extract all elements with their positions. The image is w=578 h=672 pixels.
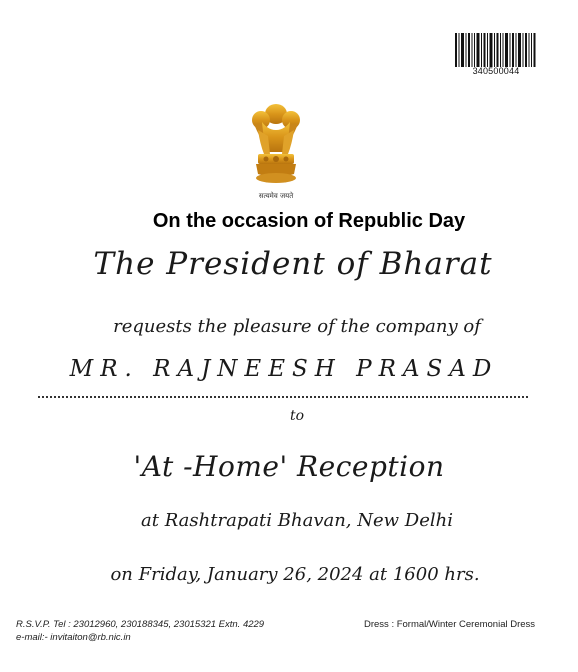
email-line: e-mail:- invitaiton@rb.nic.in: [16, 632, 131, 643]
dress-code: Dress : Formal/Winter Ceremonial Dress: [364, 619, 536, 630]
barcode: [455, 33, 537, 67]
request-line: requests the pleasure of the company of: [113, 316, 481, 337]
to-line: to: [289, 408, 305, 424]
venue-line: at Rashtrapati Bhavan, New Delhi: [141, 510, 453, 531]
guest-name-dotted-line: [38, 396, 528, 398]
guest-name-block: [34, 356, 534, 382]
guest-name: MR. RAJNEESH PRASAD: [69, 356, 499, 382]
occasion-heading: On the occasion of Republic Day: [152, 210, 466, 232]
emblem-motto: सत्यमेव जयते: [258, 192, 294, 200]
national-emblem-icon: [244, 100, 308, 192]
date-time-line: on Friday, January 26, 2024 at 1600 hrs.: [110, 564, 480, 585]
event-title: 'At -Home' Reception: [133, 450, 445, 483]
host-title: The President of Bharat: [93, 246, 493, 282]
barcode-number: 340500044: [472, 66, 520, 76]
rsvp-line: R.S.V.P. Tel : 23012960, 230188345, 23015321 Extn. 4229: [16, 619, 265, 630]
